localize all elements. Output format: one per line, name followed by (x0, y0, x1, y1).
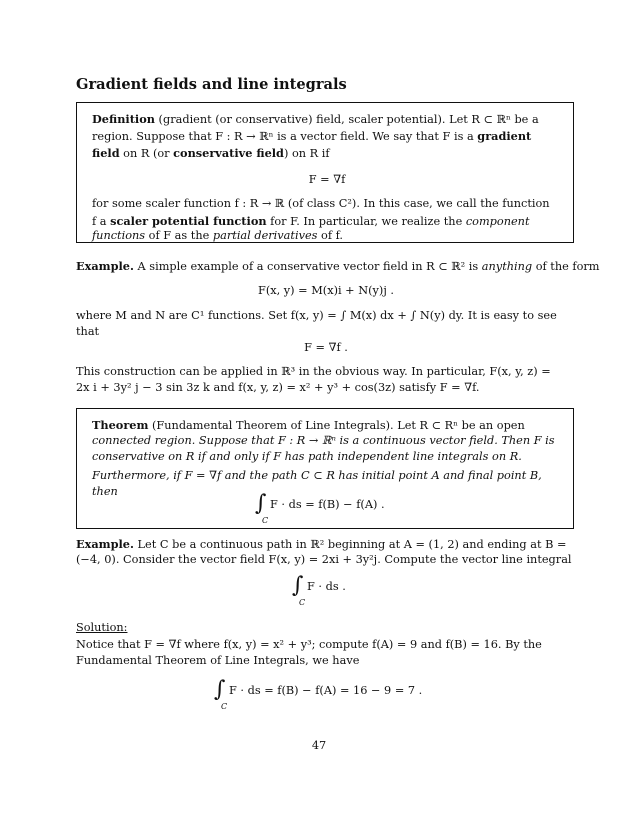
definition-line-4: for some scaler function f : R → ℝ (of class C²). In this case, we call the function (92, 197, 550, 210)
example1-equation-1: F(x, y) = M(x)i + N(y)j . (257, 284, 394, 297)
theorem-integral (255, 491, 385, 525)
integral-subscript: C (299, 598, 306, 607)
definition-text: of F as the (145, 229, 213, 242)
example2-line-2: (−4, 0). Consider the vector field F(x, y) = 2xi + 3y²j. Compute the vector line integral (76, 553, 572, 566)
definition-text: for F. In particular, we realize the (266, 215, 466, 228)
example-label: Example. (76, 537, 134, 551)
theorem-label: Theorem (92, 418, 149, 432)
example2-integral (292, 573, 346, 607)
integral-subscript: C (262, 516, 269, 525)
definition-text: region. Suppose that F : R → ℝⁿ is a vector field. We say that F is a (92, 130, 474, 143)
solution-line-1: Notice that F = ∇f where f(x, y) = x² + y³; compute f(A) = 9 and f(B) = 16. By the (76, 638, 542, 651)
example1-line-5: 2x i + 3y² j − 3 sin 3z k and f(x, y, z) = x² + y³ + cos(3z) satisfy F = ∇f. (76, 381, 480, 394)
section-title: Gradient fields and line integrals (76, 76, 347, 93)
theorem-line-2: connected region. Suppose that F : R → ℝⁿ is a continuous vector field. Then F is (92, 434, 555, 447)
definition-term: scaler potential function (110, 214, 267, 228)
definition-term: gradient (477, 129, 532, 143)
definition-text: (gradient (or conservative) field, scaler potential). Let R ⊂ ℝⁿ be a (154, 113, 539, 126)
example-label: Example. (76, 259, 134, 273)
definition-emphasis: component (465, 215, 530, 228)
definition-equation: F = ∇f (308, 173, 346, 186)
solution-integral (214, 677, 423, 711)
example-text: of the form (532, 260, 600, 273)
definition-text: on R (or (119, 147, 174, 160)
definition-term: field (92, 146, 120, 160)
theorem-line-4: Furthermore, if F = ∇f and the path C ⊂ R has initial point A and final point B, (92, 469, 542, 482)
definition-text: ) on R if (283, 147, 330, 160)
theorem-text: (Fundamental Theorem of Line Integrals). Let R ⊂ Rⁿ be an open (148, 419, 525, 432)
definition-text: f a (92, 215, 111, 228)
example2-line-1 (76, 536, 576, 553)
page-number: 47 (311, 739, 327, 752)
example1-equation-2: F = ∇f . (304, 341, 348, 354)
integral-expression: F · ds = f(B) − f(A) = 16 − 9 = 7 . (229, 684, 423, 697)
example-text: A simple example of a conservative vector field in R ⊂ ℝ² is (133, 260, 482, 273)
example1-line-4: This construction can be applied in ℝ³ in the obvious way. In particular, F(x, y, z) = (76, 365, 551, 378)
definition-line-1 (92, 111, 562, 128)
solution-label: Solution: (76, 621, 128, 634)
definition-emphasis: functions (92, 229, 146, 242)
integral-expression: F · ds . (307, 580, 346, 593)
definition-line-2 (92, 128, 562, 145)
example1-line-2: where M and N are C¹ functions. Set f(x, y) = ∫ M(x) dx + ∫ N(y) dy. It is easy to see (76, 309, 557, 322)
definition-emphasis: partial derivatives (212, 229, 318, 242)
example-emphasis: anything (481, 260, 533, 273)
integral-sign: ∫ (292, 573, 304, 598)
definition-line-6 (92, 228, 562, 244)
example1-line-3: that (76, 325, 100, 338)
theorem-line-3: conservative on R if and only if F has path independent line integrals on R. (92, 450, 522, 463)
integral-sign: ∫ (255, 491, 267, 516)
example-text: Let C be a continuous path in ℝ² beginning at A = (1, 2) and ending at B = (133, 538, 567, 551)
integral-expression: F · ds = f(B) − f(A) . (270, 498, 385, 511)
definition-line-3 (92, 145, 562, 162)
integral-sign: ∫ (214, 677, 226, 702)
integral-subscript: C (221, 702, 228, 711)
solution-line-2: Fundamental Theorem of Line Integrals, we have (76, 654, 360, 667)
definition-text: of f. (317, 229, 343, 242)
example1-line-1 (76, 258, 600, 275)
definition-term: conservative field (173, 146, 284, 160)
definition-label: Definition (92, 112, 155, 126)
theorem-line-5: then (92, 485, 118, 498)
theorem-line-1 (92, 417, 562, 434)
